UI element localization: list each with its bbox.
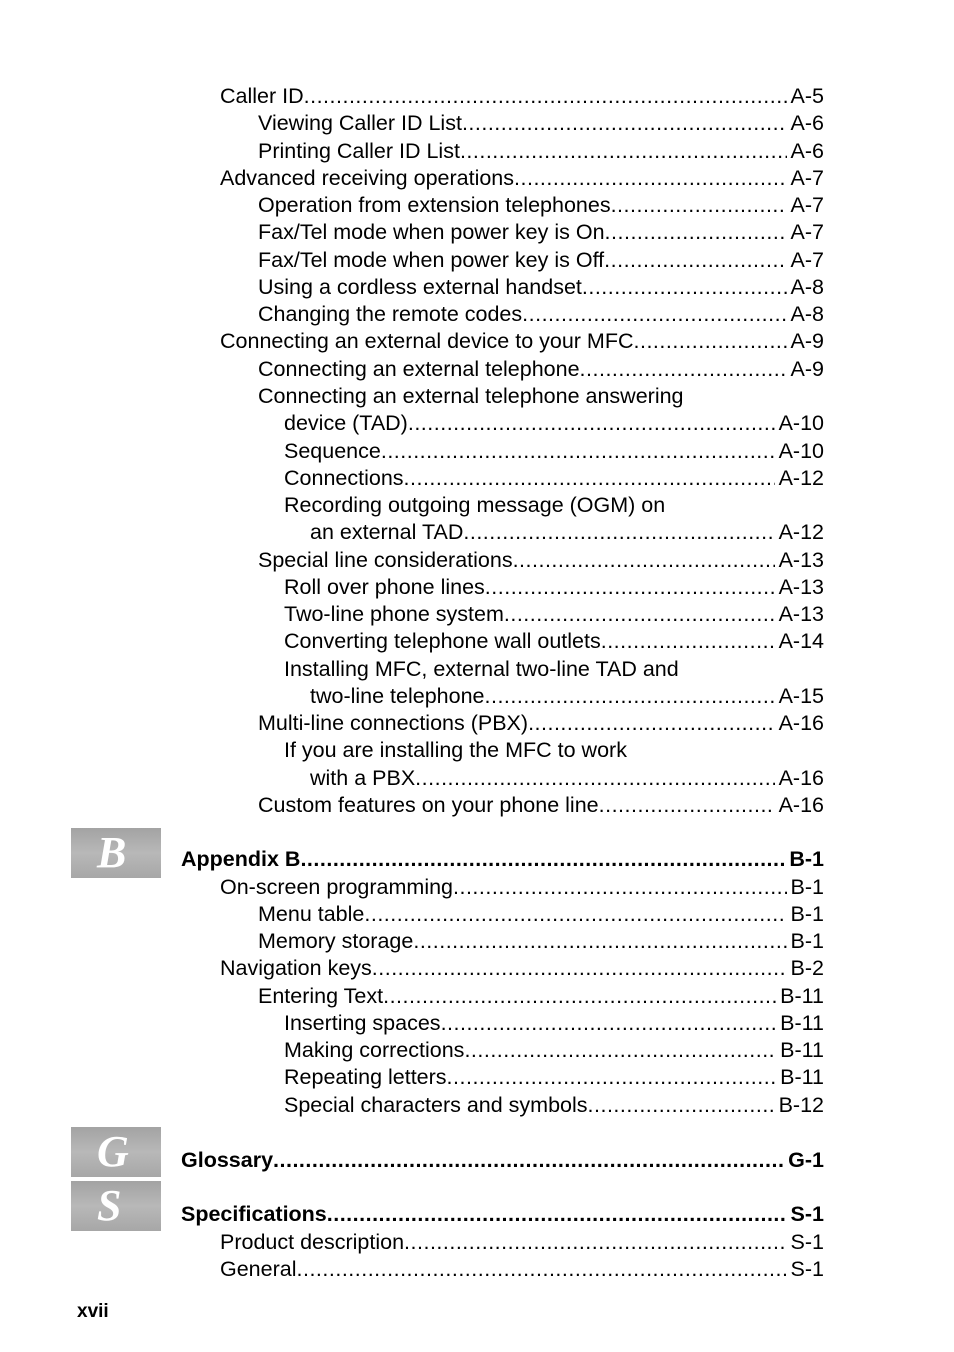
toc-entry-page: A-7 (790, 248, 824, 272)
dot-leader (522, 301, 786, 328)
dot-leader (404, 1229, 786, 1256)
toc-entry[interactable] (258, 928, 824, 955)
dot-leader (604, 247, 786, 274)
toc-entry-title: Special line considerations (258, 548, 513, 572)
toc-entry[interactable] (258, 219, 824, 246)
page-number: xvii (77, 1301, 109, 1322)
toc-entry-page: S-1 (790, 1257, 824, 1281)
toc-entry-title: Using a cordless external handset (258, 275, 582, 299)
section-tab-g[interactable] (71, 1127, 161, 1177)
dot-leader (504, 601, 775, 628)
dot-leader (415, 765, 774, 792)
dot-leader (383, 983, 776, 1010)
toc-entry-title: Making corrections (284, 1038, 465, 1062)
dot-leader (528, 710, 775, 737)
toc-entry[interactable] (258, 901, 824, 928)
dot-leader (273, 1147, 784, 1174)
toc-entry-page: B-1 (790, 875, 824, 899)
toc-entry[interactable] (284, 465, 824, 492)
toc-entry-title: If you are installing the MFC to work (284, 738, 627, 762)
toc-entry[interactable] (284, 737, 824, 764)
toc-entry-page: A-7 (790, 166, 824, 190)
toc-entry-page: A-16 (778, 766, 824, 790)
toc-entry-page: A-13 (778, 575, 824, 599)
toc-entry[interactable] (284, 1092, 824, 1119)
toc-entry[interactable] (284, 492, 824, 519)
toc-entry-title: Connections (284, 466, 404, 490)
toc-entry-title: Memory storage (258, 929, 414, 953)
dot-leader (601, 628, 775, 655)
toc-entry-title: Navigation keys (220, 956, 372, 980)
toc-entry[interactable] (220, 955, 824, 982)
toc-entry[interactable] (258, 301, 824, 328)
toc-entry-page: B-2 (790, 956, 824, 980)
dot-leader (514, 165, 787, 192)
dot-leader (381, 438, 775, 465)
toc-entry[interactable] (310, 519, 824, 546)
dot-leader (304, 83, 787, 110)
toc-entry-title: Special characters and symbols (284, 1093, 588, 1117)
toc-entry[interactable] (284, 601, 824, 628)
toc-entry-page: A-8 (790, 275, 824, 299)
toc-entry-page: A-7 (790, 220, 824, 244)
toc-entry-title: Inserting spaces (284, 1011, 441, 1035)
dot-leader (513, 547, 775, 574)
dot-leader (372, 955, 787, 982)
toc-entry-page: A-9 (790, 357, 824, 381)
toc-entry[interactable] (220, 1256, 824, 1283)
toc-entry-title: Repeating letters (284, 1065, 447, 1089)
toc-entry-title: Appendix B (181, 847, 301, 871)
toc-entry[interactable] (258, 247, 824, 274)
toc-entry[interactable] (258, 710, 824, 737)
toc-entry-title: Printing Caller ID List (258, 139, 460, 163)
toc-entry[interactable] (258, 547, 824, 574)
toc-entry-page: B-1 (790, 929, 824, 953)
toc-entry[interactable] (284, 410, 824, 437)
toc-entry[interactable] (284, 1010, 824, 1037)
toc-entry-page: A-15 (778, 684, 824, 708)
toc-entry-title: Specifications (181, 1202, 327, 1226)
toc-entry[interactable] (258, 792, 824, 819)
toc-entry-page: B-11 (780, 984, 824, 1008)
dot-leader (364, 901, 786, 928)
toc-entry-page: A-5 (790, 84, 824, 108)
dot-leader (327, 1201, 787, 1228)
toc-entry-title: Multi-line connections (PBX) (258, 711, 529, 735)
toc-entry[interactable] (284, 1037, 824, 1064)
toc-entry[interactable] (258, 274, 824, 301)
toc-entry-title: On-screen programming (220, 875, 454, 899)
toc-entry-title: Installing MFC, external two-line TAD and (284, 657, 679, 681)
dot-leader (447, 1064, 777, 1091)
toc-entry-title: Glossary (181, 1148, 274, 1172)
toc-entry-title: two-line telephone (310, 684, 485, 708)
dot-leader (634, 328, 787, 355)
toc-entry-page: G-1 (788, 1148, 824, 1172)
toc-entry-page: B-12 (778, 1093, 824, 1117)
toc-entry[interactable] (258, 383, 824, 410)
toc-entry-page: B-1 (790, 902, 824, 926)
dot-leader (580, 356, 787, 383)
dot-leader (297, 1256, 787, 1283)
toc-entry-page: A-10 (778, 439, 824, 463)
dot-leader (464, 1037, 776, 1064)
toc-entry-title: General (220, 1257, 297, 1281)
toc-entry-title: Caller ID (220, 84, 304, 108)
toc-entry-title: Connecting an external device to your MFC (220, 329, 634, 353)
toc-entry-page: A-6 (790, 139, 824, 163)
toc-entry[interactable] (284, 1064, 824, 1091)
toc-entry[interactable] (284, 628, 824, 655)
dot-leader (300, 846, 785, 873)
toc-entry-page: A-13 (778, 548, 824, 572)
toc-entry-page: A-8 (790, 302, 824, 326)
toc-entry-title: Roll over phone lines (284, 575, 485, 599)
dot-leader (611, 192, 787, 219)
toc-entry-page: A-7 (790, 193, 824, 217)
toc-entry-page: A-16 (778, 711, 824, 735)
toc-entry-title: Converting telephone wall outlets (284, 629, 601, 653)
toc-entry-page: B-1 (789, 847, 824, 871)
dot-leader (605, 219, 787, 246)
tab-letter: G (97, 1127, 129, 1176)
tab-letter: B (97, 828, 127, 877)
toc-entry[interactable] (284, 656, 824, 683)
toc-entry-title: Connecting an external telephone answering (258, 384, 684, 408)
toc-heading[interactable] (181, 846, 824, 873)
toc-entry-page: A-6 (790, 111, 824, 135)
toc-entry[interactable] (220, 165, 824, 192)
toc-entry-title: Entering Text (258, 984, 384, 1008)
toc-entry-page: B-11 (780, 1065, 824, 1089)
dot-leader (441, 1010, 777, 1037)
toc-entry-page: A-14 (778, 629, 824, 653)
toc-entry-title: Recording outgoing message (OGM) on (284, 493, 666, 517)
toc-entry[interactable] (284, 574, 824, 601)
dot-leader (582, 274, 787, 301)
dot-leader (460, 138, 787, 165)
toc-entry-title: Custom features on your phone line (258, 793, 599, 817)
toc-entry[interactable] (258, 138, 824, 165)
dot-leader (408, 410, 775, 437)
section-tab-s[interactable] (71, 1181, 161, 1231)
toc-entry[interactable] (310, 765, 824, 792)
toc-entry[interactable] (258, 983, 824, 1010)
toc-entry-title: device (TAD) (284, 411, 408, 435)
toc-entry[interactable] (258, 110, 824, 137)
toc-entry-page: A-16 (778, 793, 824, 817)
toc-entry[interactable] (220, 328, 824, 355)
toc-entry-page: A-12 (778, 466, 824, 490)
section-tab-b[interactable] (71, 828, 161, 878)
toc-heading[interactable] (181, 1147, 824, 1174)
dot-leader (485, 683, 775, 710)
toc-entry-page: A-9 (790, 329, 824, 353)
toc-entry-title: Menu table (258, 902, 365, 926)
toc-entry-page: B-11 (780, 1038, 824, 1062)
toc-entry-title: Advanced receiving operations (220, 166, 515, 190)
dot-leader (463, 519, 774, 546)
toc-entry-title: Viewing Caller ID List (258, 111, 462, 135)
toc-entry-title: Fax/Tel mode when power key is On (258, 220, 605, 244)
toc-entry-page: A-12 (778, 520, 824, 544)
dot-leader (588, 1092, 775, 1119)
dot-leader (599, 792, 775, 819)
toc-entry-title: Sequence (284, 439, 381, 463)
toc-entry[interactable] (284, 438, 824, 465)
dot-leader (413, 928, 786, 955)
toc-entry-title: an external TAD (310, 520, 464, 544)
toc-heading[interactable] (181, 1201, 824, 1228)
toc-entry[interactable] (220, 83, 824, 110)
toc-entry-page: S-1 (790, 1202, 824, 1226)
tab-letter: S (97, 1181, 122, 1230)
toc-entry-title: Operation from extension telephones (258, 193, 611, 217)
toc-entry-title: Product description (220, 1230, 405, 1254)
toc-entry-title: with a PBX (310, 766, 416, 790)
toc-entry-title: Fax/Tel mode when power key is Off (258, 248, 605, 272)
toc-entry-title: Changing the remote codes (258, 302, 523, 326)
toc-entry[interactable] (220, 874, 824, 901)
toc-entry-title: Connecting an external telephone (258, 357, 580, 381)
toc-entry-page: S-1 (790, 1230, 824, 1254)
toc-entry[interactable] (258, 356, 824, 383)
toc-entry[interactable] (310, 683, 824, 710)
toc-entry-page: A-13 (778, 602, 824, 626)
toc-entry[interactable] (220, 1229, 824, 1256)
dot-leader (404, 465, 775, 492)
dot-leader (462, 110, 787, 137)
dot-leader (485, 574, 775, 601)
toc-entry[interactable] (258, 192, 824, 219)
toc-entry-title: Two-line phone system (284, 602, 504, 626)
dot-leader (453, 874, 787, 901)
toc-entry-page: B-11 (780, 1011, 824, 1035)
toc-entry-page: A-10 (778, 411, 824, 435)
